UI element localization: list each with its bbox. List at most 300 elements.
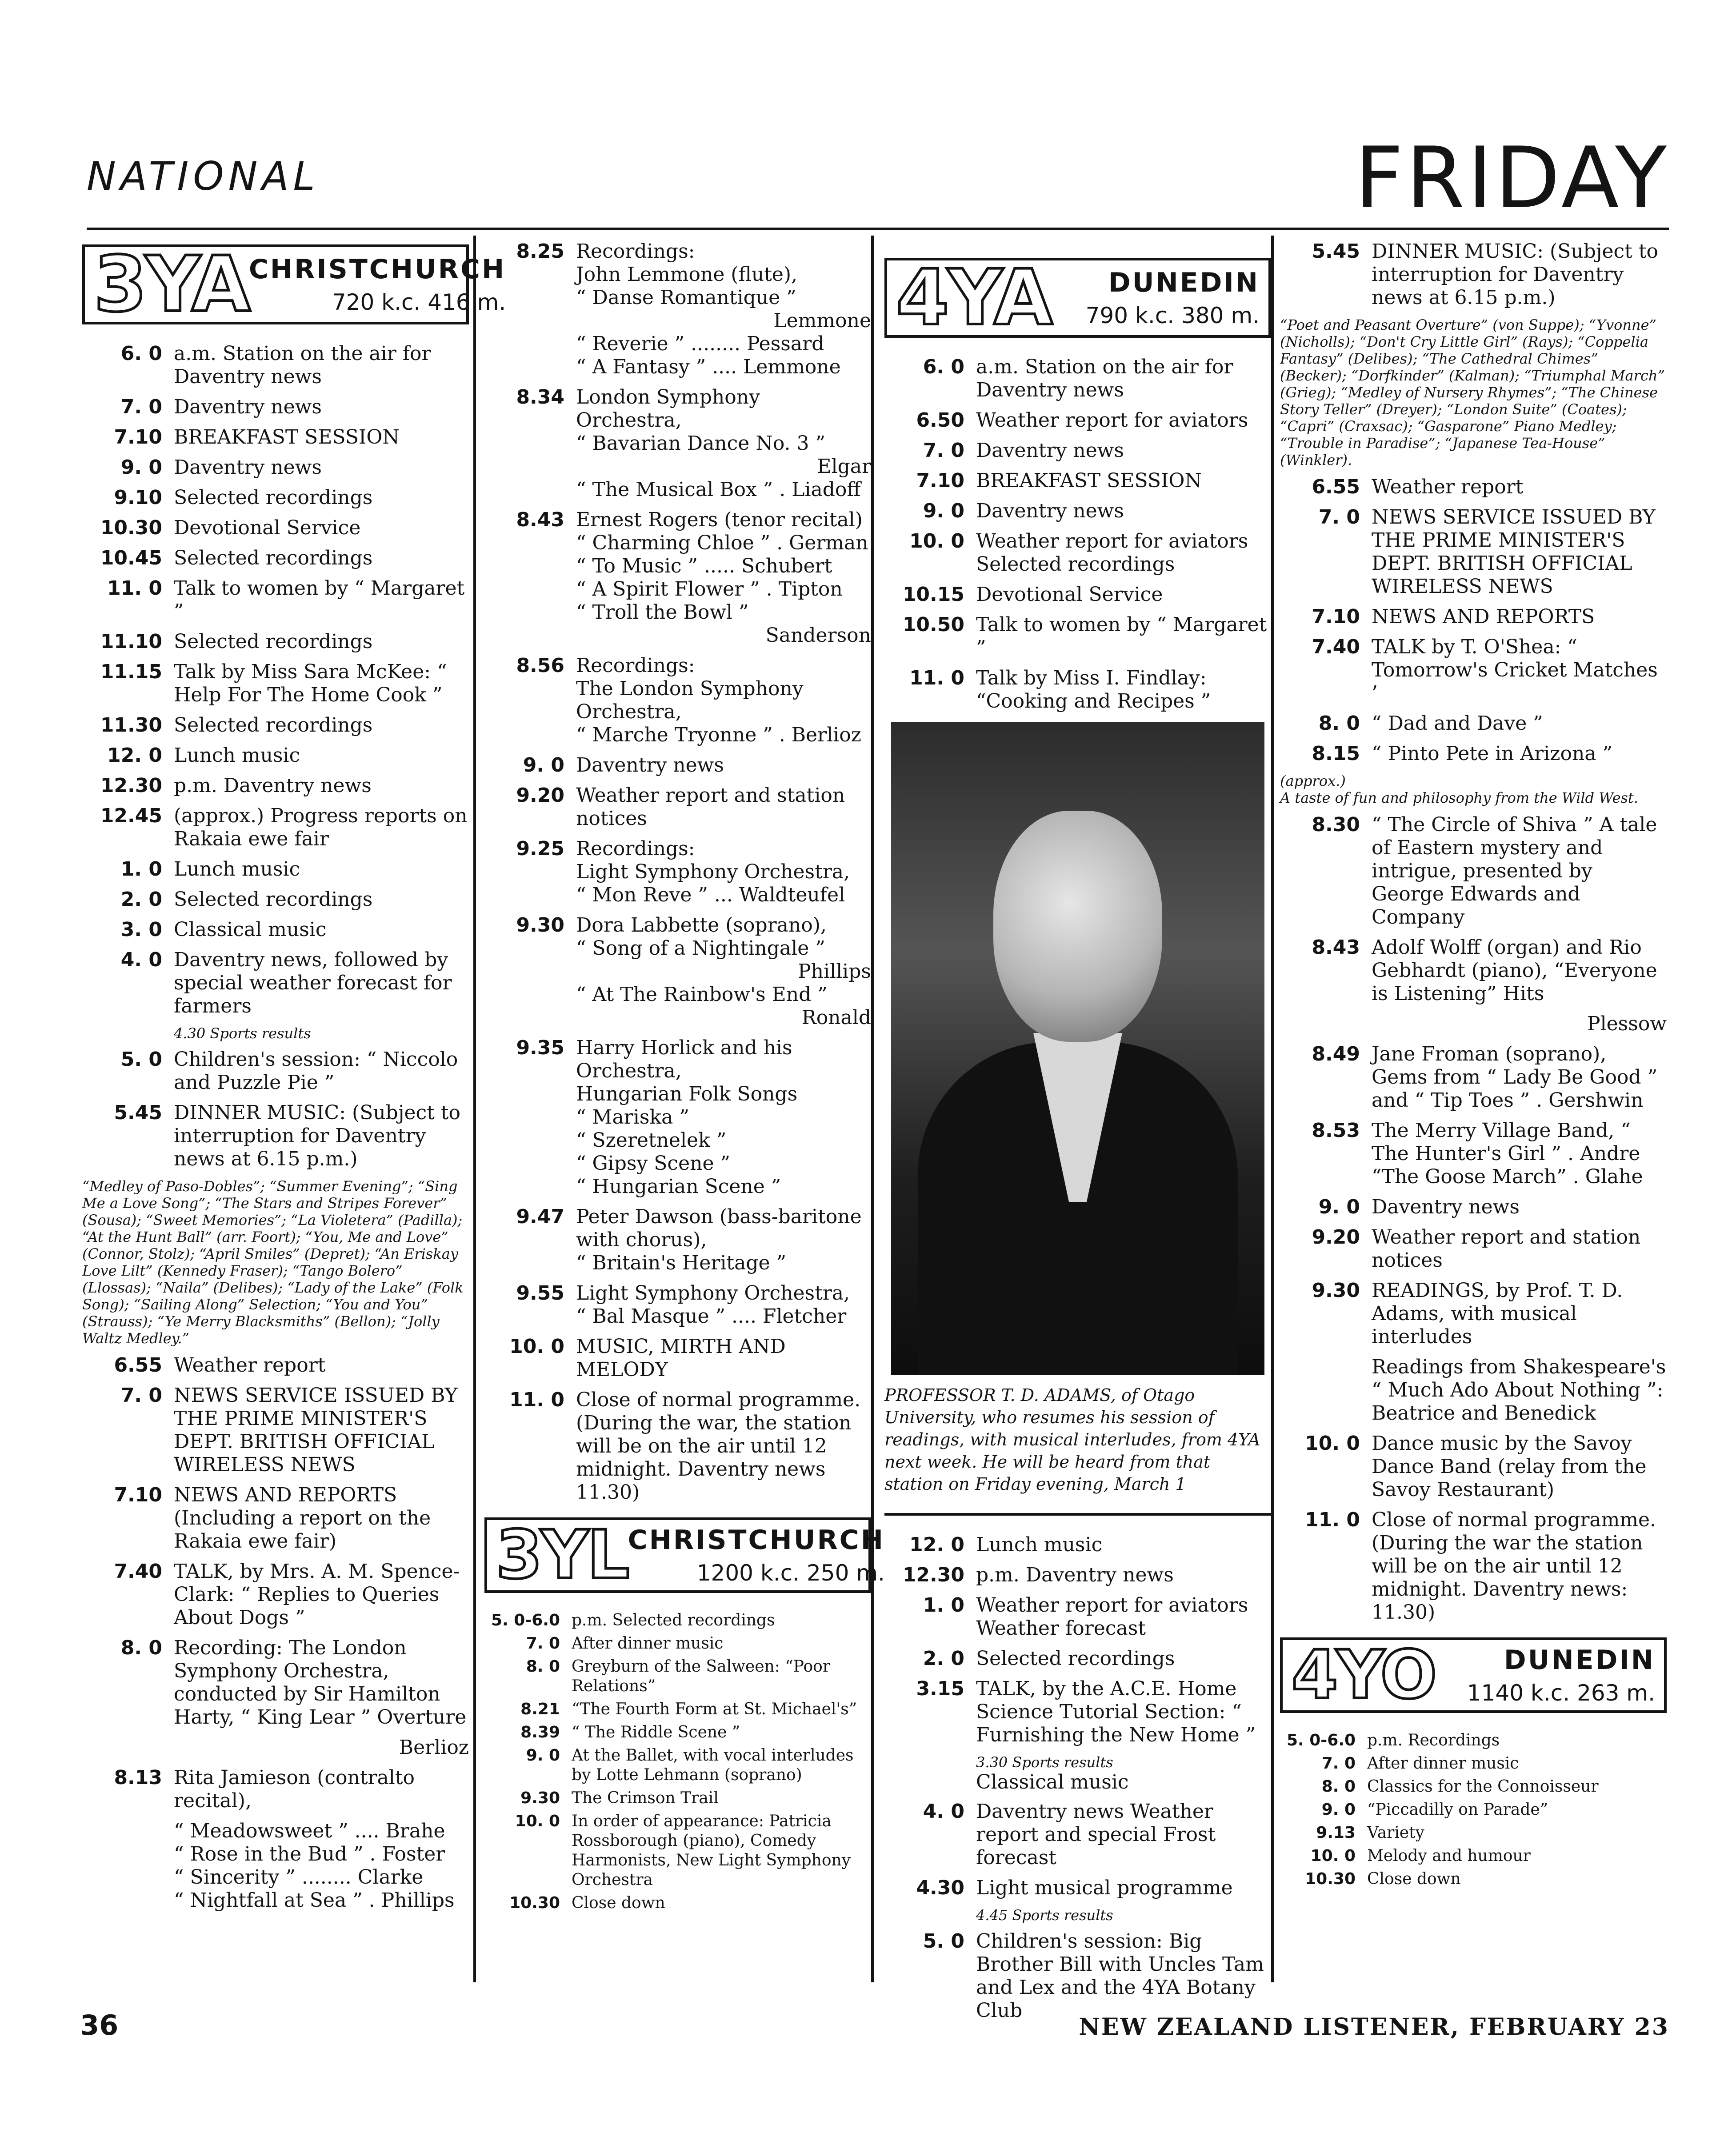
schedule-row: [82, 396, 469, 419]
time-label: 9.30: [520, 1789, 560, 1807]
program-block: [576, 1389, 871, 1504]
section-label: NATIONAL: [87, 153, 320, 199]
time-label: 1. 0: [120, 858, 162, 880]
program-line: Peter Dawson (bass-baritone with chorus),: [576, 1205, 862, 1251]
program-text: Devotional Service: [976, 583, 1163, 606]
program-text: After dinner music: [1367, 1754, 1519, 1773]
schedule-row: [484, 784, 871, 830]
program-text: “ Dad and Dave ”: [1372, 712, 1543, 735]
time-label: 8.25: [516, 240, 564, 263]
schedule-row: [1280, 1279, 1667, 1349]
time-label: 8.56: [516, 654, 564, 677]
station-logo-3ya: [82, 240, 506, 329]
schedule-row: [82, 1101, 469, 1171]
schedule-row: [884, 1594, 1271, 1640]
schedule-row: [82, 1766, 469, 1813]
time-label: 9.30: [1312, 1279, 1360, 1302]
sports-note: 3.30 Sports results: [976, 1754, 1113, 1771]
portrait-photo: [891, 722, 1264, 1375]
sports-note: 4.45 Sports results: [976, 1907, 1113, 1924]
program-text: Classical music: [976, 1771, 1129, 1793]
schedule-row: [82, 918, 469, 941]
schedule-row: [1280, 1226, 1667, 1272]
schedule-row: [484, 240, 871, 379]
time-label: 11.30: [100, 714, 162, 736]
time-label: 10. 0: [909, 530, 964, 552]
dinner-music-list: “Poet and Peasant Overture” (von Suppe); “Yvonne” (Nicholls); “Don't Cry Little Girl” (Rays); “Coppelia Fantasy” (Delibes); “The Cathedral Chimes” (Becker); “Dorfkinder” (Kalman); “Triumphal March” (Grieg); “Medley of Nursery Rhymes”; “The Chinese Story Teller” (Dreyer); “London Suite” (Coates); “Capri” (Craxsac); “Gasparone” Piano Medley; “Trouble in Paradise”; “Japanese Tea-House” (Winkler).: [1280, 316, 1665, 468]
time-label: 7.10: [1312, 605, 1360, 628]
column-divider: [1271, 236, 1274, 1982]
schedule-row: [884, 1930, 1271, 2022]
schedule-list: [884, 356, 1271, 713]
time-label: 9. 0: [120, 456, 162, 479]
schedule-row: [484, 1789, 871, 1808]
program-text: Lunch music: [174, 858, 300, 880]
program-text: Weather report: [1372, 476, 1524, 498]
time-label: 6. 0: [923, 356, 964, 378]
column-3ya-evening: [484, 240, 885, 1973]
time-label: 8.34: [516, 386, 564, 408]
schedule-list: [1280, 1731, 1667, 1889]
time-label: 8.13: [114, 1766, 162, 1789]
schedule-row: [82, 1484, 469, 1553]
time-label: 10. 0: [1305, 1432, 1360, 1455]
schedule-row: [484, 1812, 871, 1890]
schedule-row: [1280, 1196, 1667, 1219]
program-text: Selected recordings: [174, 486, 373, 509]
sports-note: 4.30 Sports results: [174, 1025, 311, 1042]
program-text: Daventry news: [1372, 1196, 1520, 1218]
station-frequency: 1200 k.c. 250 m.: [696, 1560, 885, 1586]
program-text: Weather report and station notices: [1372, 1226, 1641, 1272]
program-text: Close down: [572, 1894, 665, 1912]
time-label: 9.35: [516, 1036, 564, 1059]
program-line: Dora Labbette (soprano),: [576, 914, 827, 936]
schedule-list: [884, 1800, 1271, 1900]
time-label: 9. 0: [1321, 1801, 1356, 1819]
time-label: 3. 0: [120, 918, 162, 941]
program-text: Children's session: Big Brother Bill with Uncles Tam and Lex and the 4YA Botany Club: [976, 1930, 1264, 2022]
program-line: “ Troll the Bowl ”: [576, 601, 749, 624]
program-text: Selected recordings: [174, 547, 373, 569]
schedule-list: [884, 1930, 1271, 2022]
composer-name: Plessow: [1587, 1012, 1667, 1035]
schedule-row: [1280, 1800, 1667, 1820]
schedule-row: [484, 1657, 871, 1696]
schedule-row: [484, 1282, 871, 1328]
time-label: 8.43: [1312, 936, 1360, 959]
program-text: Daventry news: [174, 456, 322, 479]
time-label: 2. 0: [923, 1647, 964, 1670]
approx-note: (approx.): [1280, 772, 1346, 789]
schedule-row: [82, 547, 469, 570]
program-line: Ernest Rogers (tenor recital): [576, 508, 863, 531]
time-label: 8.39: [520, 1723, 560, 1741]
time-label: 2. 0: [120, 888, 162, 911]
program-line: London Symphony Orchestra,: [576, 386, 760, 432]
schedule-row: [484, 754, 871, 777]
program-text: p.m. Daventry news: [976, 1564, 1174, 1586]
schedule-row: [484, 1389, 871, 1504]
schedule-row: [82, 456, 469, 479]
schedule-row: [884, 409, 1271, 432]
time-label: 11. 0: [909, 667, 964, 689]
program-note: A taste of fun and philosophy from the Wild West.: [1280, 789, 1638, 806]
program-text: “Piccadilly on Parade”: [1367, 1801, 1548, 1819]
song-item: “ Nightfall at Sea ” . Phillips: [174, 1889, 455, 1912]
time-label: 10.50: [902, 613, 964, 636]
program-block: [576, 1335, 871, 1381]
time-label: 8. 0: [1318, 712, 1360, 735]
program-text: Weather report for aviators Selected recordings: [976, 530, 1248, 576]
program-text: Daventry news: [976, 500, 1124, 522]
program-text: After dinner music: [572, 1634, 724, 1653]
schedule-list: [484, 1611, 871, 1913]
program-text: Melody and humour: [1367, 1847, 1531, 1865]
schedule-list: [1280, 476, 1667, 765]
time-label: 4. 0: [120, 948, 162, 971]
schedule-row: [884, 469, 1271, 492]
song-item: “ Rose in the Bud ” . Foster: [174, 1843, 445, 1865]
program-text: Variety: [1367, 1824, 1424, 1842]
schedule-row: [1280, 1432, 1667, 1501]
program-block: [576, 1036, 871, 1198]
program-text: Dance music by the Savoy Dance Band (relay from the Savoy Restaurant): [1372, 1432, 1647, 1501]
program-line: “ Charming Chloe ” . German: [576, 532, 868, 554]
schedule-row: [484, 1634, 871, 1653]
program-text: TALK, by Mrs. A. M. Spence-Clark: “ Replies to Queries About Dogs ”: [174, 1560, 460, 1629]
schedule-list: [1280, 1043, 1667, 1349]
schedule-row: [1280, 1509, 1667, 1624]
schedule-list: [1280, 813, 1667, 1005]
program-line: John Lemmone (flute),: [576, 263, 798, 286]
schedule-row: [82, 630, 469, 653]
schedule-row: [82, 774, 469, 797]
time-label: 8.21: [520, 1700, 560, 1718]
program-line: “ Bal Masque ” .... Fletcher: [576, 1305, 847, 1328]
schedule-row: [884, 1533, 1271, 1557]
program-block: [576, 784, 871, 830]
portrait-face: [993, 811, 1162, 1042]
program-text: NEWS AND REPORTS (Including a report on the Rakaia ewe fair): [174, 1484, 431, 1553]
program-line: “ Gipsy Scene ”: [576, 1152, 730, 1175]
station-callsign: 4YA: [896, 253, 1051, 342]
song-list: [82, 1820, 469, 1912]
schedule-row: [484, 654, 871, 747]
program-block: [576, 240, 871, 379]
time-label: 5. 0-6.0: [1286, 1731, 1356, 1749]
program-line: “ Britain's Heritage ”: [576, 1252, 787, 1274]
time-label: 6.55: [114, 1354, 162, 1377]
program-line: “ Szeretnelek ”: [576, 1129, 727, 1152]
program-text: Talk by Miss Sara McKee: “ Help For The Home Cook ”: [174, 660, 447, 706]
time-label: 12.30: [902, 1564, 964, 1586]
program-text: The Crimson Trail: [572, 1789, 719, 1807]
program-text: Light musical programme: [976, 1877, 1233, 1899]
program-text: Talk to women by “ Margaret ”: [976, 613, 1267, 659]
program-text: Talk by Miss I. Findlay: “Cooking and Recipes ”: [976, 667, 1211, 712]
time-label: 7.10: [916, 469, 964, 492]
schedule-row: [1280, 636, 1667, 705]
time-label: 5. 0: [923, 1930, 964, 1953]
schedule-row: [884, 439, 1271, 462]
schedule-list: [82, 1048, 469, 1171]
time-label: 10.15: [902, 583, 964, 606]
time-label: 10. 0: [1310, 1847, 1356, 1865]
station-callsign: 3YA: [94, 240, 249, 329]
time-label: 1. 0: [923, 1594, 964, 1617]
time-label: 11. 0: [509, 1389, 564, 1411]
time-label: 5.45: [114, 1101, 162, 1124]
program-text: BREAKFAST SESSION: [174, 426, 400, 448]
program-line: “ Marche Tryonne ” . Berlioz: [576, 724, 861, 746]
program-text: Weather report for aviators: [976, 409, 1248, 432]
program-text: p.m. Selected recordings: [572, 1611, 775, 1629]
schedule-list: [82, 342, 469, 1018]
program-text: Daventry news, followed by special weather forecast for farmers: [174, 948, 452, 1017]
schedule-row: [1280, 936, 1667, 1005]
program-block: [576, 754, 871, 777]
program-text: Daventry news: [976, 439, 1124, 462]
column-3ya: [82, 240, 506, 1973]
program-line: “ Song of a Nightingale ”: [576, 937, 825, 960]
schedule-row: [82, 660, 469, 707]
program-text: Lunch music: [976, 1533, 1103, 1556]
schedule-row: [484, 1205, 871, 1275]
program-text: “The Fourth Form at St. Michael's”: [572, 1700, 857, 1718]
time-label: 4. 0: [923, 1800, 964, 1823]
program-text: Daventry news Weather report and special Frost forecast: [976, 1800, 1216, 1869]
program-text: “ The Circle of Shiva ” A tale of Eastern mystery and intrigue, presented by George Edwards and Company: [1372, 813, 1657, 928]
program-text: (approx.) Progress reports on Rakaia ewe fair: [174, 804, 468, 850]
composer-name: Phillips: [798, 960, 871, 983]
program-text: READINGS, by Prof. T. D. Adams, with musical interludes: [1372, 1279, 1623, 1348]
schedule-row: [82, 1384, 469, 1477]
program-text: NEWS SERVICE ISSUED BY THE PRIME MINISTER'S DEPT. BRITISH OFFICIAL WIRELESS NEWS: [174, 1384, 458, 1476]
time-label: 7. 0: [120, 396, 162, 418]
schedule-row: [82, 804, 469, 851]
time-label: 9.10: [114, 486, 162, 509]
schedule-row: [82, 744, 469, 767]
program-text: Daventry news: [174, 396, 322, 418]
time-label: 9. 0: [526, 1746, 560, 1765]
program-line: Hungarian Folk Songs: [576, 1083, 798, 1105]
program-text: Jane Froman (soprano), Gems from “ Lady Be Good ” and “ Tip Toes ” . Gershwin: [1372, 1043, 1658, 1112]
time-label: 6.55: [1312, 476, 1360, 498]
schedule-list: [884, 1533, 1271, 1747]
program-text: Selected recordings: [976, 1647, 1175, 1670]
program-text: Selected recordings: [174, 630, 373, 653]
station-frequency: 720 k.c. 416 m.: [332, 289, 506, 315]
program-text: Close of normal programme. (During the war the station will be on the air until 12 midnight. Daventry news: 11.30): [1372, 1509, 1656, 1624]
time-label: 8.15: [1312, 742, 1360, 765]
time-label: 5. 0: [120, 1048, 162, 1071]
time-label: 12.30: [100, 774, 162, 797]
program-text: DINNER MUSIC: (Subject to interruption for Daventry news at 6.15 p.m.): [1372, 240, 1659, 309]
schedule-list: [484, 240, 871, 1504]
schedule-row: [1280, 1777, 1667, 1797]
time-label: 8. 0: [1321, 1777, 1356, 1796]
schedule-row: [484, 1335, 871, 1381]
schedule-row: [884, 1564, 1271, 1587]
schedule-row: [484, 1723, 871, 1742]
program-block: [576, 914, 871, 1029]
program-block: [576, 654, 871, 747]
program-line: Light Symphony Orchestra,: [576, 860, 850, 883]
schedule-row: [484, 386, 871, 501]
time-label: 7. 0: [923, 439, 964, 462]
time-label: 9.55: [516, 1282, 564, 1305]
station-frequency: 1140 k.c. 263 m.: [1467, 1680, 1655, 1706]
time-label: 8. 0: [526, 1657, 560, 1676]
composer-name: Lemmone: [773, 309, 871, 332]
schedule-list: [82, 1354, 469, 1729]
time-label: 10. 0: [509, 1335, 564, 1358]
program-line: “ Reverie ” ........ Pessard: [576, 332, 824, 355]
schedule-row: [1280, 240, 1667, 309]
program-text: Lunch music: [174, 744, 300, 767]
program-block: [576, 508, 871, 647]
schedule-row: [1280, 1869, 1667, 1889]
schedule-row: [82, 1354, 469, 1377]
program-text: p.m. Daventry news: [174, 774, 372, 797]
program-text: NEWS SERVICE ISSUED BY THE PRIME MINISTER'S DEPT. BRITISH OFFICIAL WIRELESS NEWS: [1372, 506, 1656, 598]
program-text: In order of appearance: Patricia Rossborough (piano), Comedy Harmonists, New Light Symphony Orchestra: [572, 1812, 851, 1889]
time-label: 12. 0: [909, 1533, 964, 1556]
program-line: Close of normal programme. (During the war, the station will be on the air until 12 midnight. Daventry news 11.30): [576, 1389, 861, 1504]
time-label: 11. 0: [107, 577, 162, 600]
schedule-row: [82, 888, 469, 911]
schedule-row: [484, 508, 871, 647]
time-label: 5. 0-6.0: [491, 1611, 560, 1629]
time-label: 10.45: [100, 547, 162, 569]
time-label: 8.30: [1312, 813, 1360, 836]
day-title: FRIDAY: [1355, 129, 1669, 227]
program-text: DINNER MUSIC: (Subject to interruption for Daventry news at 6.15 p.m.): [174, 1101, 461, 1170]
schedule-row: [82, 1637, 469, 1729]
time-label: 9.20: [1312, 1226, 1360, 1249]
time-label: 10. 0: [515, 1812, 560, 1830]
composer-name: Elgar: [817, 455, 871, 478]
program-text: Children's session: “ Niccolo and Puzzle Pie ”: [174, 1048, 458, 1094]
schedule-row: [884, 613, 1271, 660]
program-text: a.m. Station on the air for Daventry news: [976, 356, 1233, 401]
schedule-row: [884, 1647, 1271, 1670]
schedule-row: [884, 1800, 1271, 1869]
program-block: [576, 386, 871, 501]
station-city: DUNEDIN: [1504, 1645, 1655, 1676]
time-label: 7. 0: [526, 1634, 560, 1653]
program-text: p.m. Recordings: [1367, 1731, 1500, 1749]
schedule-row: [484, 1746, 871, 1785]
time-label: 9. 0: [523, 754, 564, 776]
time-label: 12.45: [100, 804, 162, 827]
composer-name: Sanderson: [765, 624, 871, 647]
time-label: 12. 0: [107, 744, 162, 767]
time-label: 6.50: [916, 409, 964, 432]
schedule-row: [82, 342, 469, 388]
program-line: MUSIC, MIRTH AND MELODY: [576, 1335, 786, 1381]
program-text: BREAKFAST SESSION: [976, 469, 1202, 492]
time-label: 11.10: [100, 630, 162, 653]
schedule-row: [82, 1560, 469, 1629]
time-label: 9.30: [516, 914, 564, 936]
program-text: Weather report for aviators Weather forecast: [976, 1594, 1248, 1640]
program-line: The London Symphony Orchestra,: [576, 677, 804, 723]
program-text: At the Ballet, with vocal interludes by Lotte Lehmann (soprano): [572, 1746, 854, 1784]
publication-footer: NEW ZEALAND LISTENER, FEBRUARY 23: [1079, 2013, 1669, 2041]
program-line: “ A Spirit Flower ” . Tipton: [576, 578, 843, 600]
time-label: 11.15: [100, 660, 162, 683]
song-item: “ Meadowsweet ” .... Brahe: [174, 1820, 445, 1842]
program-text: Close down: [1367, 1870, 1461, 1888]
time-label: 9. 0: [923, 500, 964, 522]
program-text: Adolf Wolff (organ) and Rio Gebhardt (piano), “Everyone is Listening” Hits: [1372, 936, 1657, 1005]
program-line: “ Bavarian Dance No. 3 ”: [576, 432, 825, 455]
schedule-row: [1280, 476, 1667, 499]
schedule-row: [884, 1677, 1271, 1747]
photo-caption: PROFESSOR T. D. ADAMS, of Otago University, who resumes his session of readings, with musical interludes, from 4YA next week. He will be heard from that station on Friday evening, March 1: [884, 1385, 1260, 1494]
program-text: Recording: The London Symphony Orchestra, conducted by Sir Hamilton Harty, “ King Lear ” Overture: [174, 1637, 467, 1729]
schedule-row: [82, 486, 469, 509]
schedule-row: [484, 1611, 871, 1630]
song-item: “ Sincerity ” ........ Clarke: [174, 1866, 424, 1889]
page-number: 36: [80, 2009, 119, 2041]
schedule-row: [484, 1700, 871, 1719]
dinner-music-list: “Medley of Paso-Dobles”; “Summer Evening”; “Sing Me a Love Song”; “The Stars and Stripes Forever” (Sousa); “Sweet Memories”; “La Violetera” (Padilla); “At the Hunt Ball” (arr. Foort); “You, Me and Love” (Connor, Stolz); “April Smiles” (Depret); “An Eriskay Love Lilt” (Kennedy Fraser); “Tango Bolero” (Llossas); “Naila” (Delibes); “Lady of the Lake” (Folk Song); “Sailing Along” Selection; “You and You” (Strauss); “Ye Merry Blacksmiths” (Bellon); “Jolly Waltz Medley.”: [82, 1178, 464, 1347]
time-label: 9.47: [516, 1205, 564, 1228]
program-line: “ Mon Reve ” ... Waldteufel: [576, 884, 845, 906]
schedule-row: [1280, 1731, 1667, 1750]
program-line: Recordings:: [576, 654, 695, 677]
schedule-row: [884, 500, 1271, 523]
schedule-row: [484, 1893, 871, 1913]
schedule-row: [1280, 1043, 1667, 1112]
time-label: 10.30: [1305, 1870, 1356, 1888]
schedule-row: [884, 667, 1271, 713]
program-block: [576, 1282, 871, 1328]
schedule-row: [1280, 1754, 1667, 1773]
time-label: 7.10: [114, 1484, 162, 1506]
column-divider: [871, 236, 874, 1982]
program-line: “ To Music ” ..... Schubert: [576, 555, 832, 577]
composer-name: Berlioz: [399, 1736, 469, 1759]
schedule-row: [1280, 506, 1667, 598]
schedule-row: [82, 426, 469, 449]
schedule-row: [1280, 605, 1667, 628]
station-city: DUNEDIN: [1108, 267, 1260, 298]
station-logo-3yl: [484, 1517, 885, 1594]
station-callsign: 3YL: [496, 1517, 628, 1594]
time-label: 7.40: [1312, 636, 1360, 658]
program-line: Recordings:: [576, 240, 695, 263]
column-4ya-evening: [1280, 240, 1667, 1973]
program-block: [576, 837, 871, 907]
station-city: CHRISTCHURCH: [628, 1525, 885, 1556]
time-label: 9.13: [1316, 1824, 1356, 1842]
program-text: Rita Jamieson (contralto recital),: [174, 1766, 415, 1812]
time-label: 9.25: [516, 837, 564, 860]
schedule-row: [1280, 1846, 1667, 1866]
station-logo-4ya: [884, 253, 1271, 342]
program-line: Weather report and station notices: [576, 784, 845, 830]
program-text: Talk to women by “ Margaret ”: [174, 577, 465, 623]
program-text: NEWS AND REPORTS: [1372, 605, 1595, 628]
schedule-row: [1280, 712, 1667, 735]
program-block: [576, 1205, 871, 1275]
time-label: 9.20: [516, 784, 564, 807]
program-line: “ The Musical Box ” . Liadoff: [576, 478, 861, 501]
